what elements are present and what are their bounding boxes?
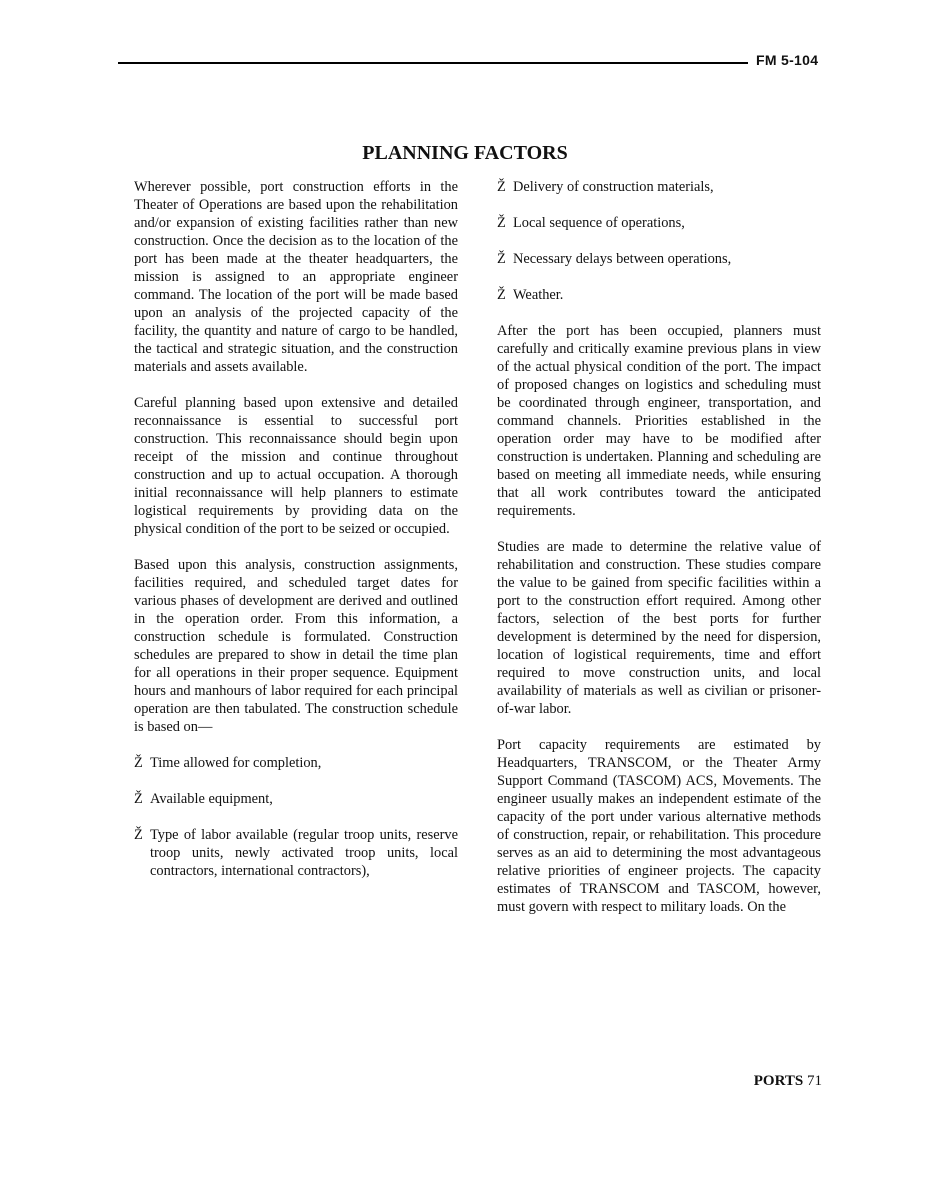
bullet-icon: Ž: [497, 251, 506, 267]
paragraph: Careful planning based upon extensive and detailed reconnaissance is essential to successful port construction. This reconnaissance should begin upon receipt of the mission and continue throughout construction and up to actual occupation. A thorough initial reconnaissance will help planners to estimate logistical requirements by providing data on the physical condition of the port to be seized or occupied.: [134, 395, 458, 537]
list-item: [497, 286, 821, 304]
manual-number: FM 5-104: [756, 52, 819, 68]
list-item: [134, 790, 458, 808]
list-item-text: Delivery of construction materials,: [513, 179, 714, 195]
paragraph: After the port has been occupied, planners must carefully and critically examine previous plans in view of the actual physical condition of the port. The impact of proposed changes on logistics and scheduling must be coordinated through engineer, transportation, and command channels. Priorities established in the operation order may have to be modified after construction is undertaken. Planning and scheduling are based on meeting all immediate needs, while ensuring that all work contributes toward the anticipated requirements.: [497, 323, 821, 519]
page-number: 71: [807, 1073, 822, 1089]
list-item-text: Local sequence of operations,: [513, 215, 685, 231]
bullet-icon: Ž: [134, 755, 143, 771]
page-title: PLANNING FACTORS: [362, 142, 568, 164]
list-item-text: Available equipment,: [150, 791, 273, 807]
list-item-text: Time allowed for completion,: [150, 755, 322, 771]
bullet-icon: Ž: [134, 827, 143, 843]
list-item: [497, 178, 821, 196]
paragraph: Based upon this analysis, construction assignments, facilities required, and scheduled target dates for various phases of development are derived and outlined in the operation order. From this information, a construction schedule is formulated. Construction schedules are prepared to show in detail the time plan for all operations in their proper sequence. Equipment hours and manhours of labor required for each principal operation are then tabulated. The construction schedule is based on—: [134, 557, 458, 735]
paragraph: Studies are made to determine the relative value of rehabilitation and construction. These studies compare the value to be gained from specific facilities within a port to the construction effort required. Among other factors, selection of the best ports for further development is determined by the need for dispersion, location of logistical requirements, time and effort required to move construction units, and local availability of materials as well as civilian or prisoner-of-war labor.: [497, 539, 821, 717]
list-item-text: Necessary delays between operations,: [513, 251, 732, 267]
list-item-text: Type of labor available (regular troop units, reserve troop units, newly activated troop units, local contractors, international contractors),: [150, 827, 458, 879]
bullet-icon: Ž: [497, 215, 506, 231]
list-item-text: Weather.: [513, 287, 564, 303]
bullet-icon: Ž: [497, 287, 506, 303]
paragraph: Port capacity requirements are estimated by Headquarters, TRANSCOM, or the Theater Army Support Command (TASCOM) ACS, Movements. The engineer usually makes an independent estimate of the capacity of the port under various alternative methods of construction, repair, or rehabilitation. This procedure serves as an aid to determining the most advantageous relative priorities of engineer projects. The capacity estimates of TRANSCOM and TASCOM, however, must govern with respect to military loads. On the: [497, 737, 821, 915]
section-name: PORTS: [753, 1073, 804, 1089]
right-column: [497, 178, 821, 934]
page-footer: [690, 1073, 822, 1090]
list-item: [497, 250, 821, 268]
list-item: [134, 826, 458, 880]
bullet-icon: Ž: [134, 791, 143, 807]
list-item: [134, 754, 458, 772]
paragraph: Wherever possible, port construction efforts in the Theater of Operations are based upon the rehabilitation and/or expansion of existing facilities rather than new construction. Once the decision as to the location of the port has been made at the theater headquarters, the mission is assigned to an appropriate engineer command. The location of the port will be made based upon an analysis of the projected capacity of the facility, the quantity and nature of cargo to be handled, the tactical and strategic situation, and the construction materials and assets available.: [134, 179, 458, 375]
bullet-icon: Ž: [497, 179, 506, 195]
header-rule: [118, 62, 748, 64]
left-column: [134, 178, 458, 898]
list-item: [497, 214, 821, 232]
